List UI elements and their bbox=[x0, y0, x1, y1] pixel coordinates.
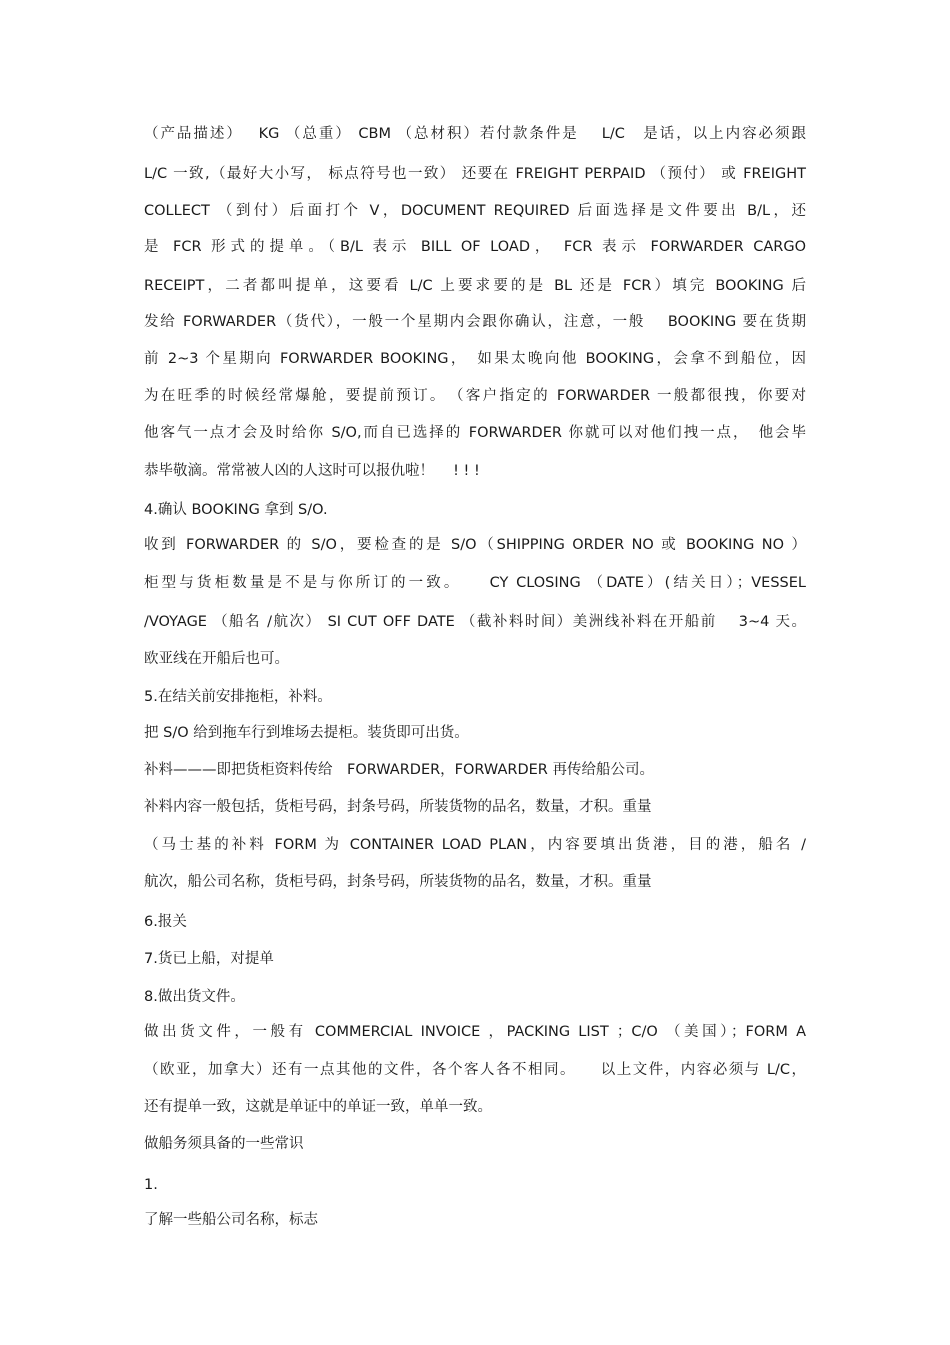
text-line: /VOYAGE （船名 /航次） SI CUT OFF DATE （截补料时间）美洲线补料在开船前 3~4 天。 bbox=[144, 614, 806, 630]
text-line: （产品描述） KG （总重） CBM （总材积）若付款条件是 L/C 是话，以上内容必须跟 bbox=[144, 126, 806, 142]
section-heading: 6.报关 bbox=[144, 914, 187, 930]
text-line: 柜型与货柜数量是不是与你所订的一致。 CY CLOSING （DATE）(结关日）；VESSEL bbox=[144, 575, 806, 591]
text-line: 补料———即把货柜资料传给 FORWARDER，FORWARDER 再传给船公司。 bbox=[144, 762, 654, 778]
text-line: 航次，船公司名称，货柜号码，封条号码，所装货物的品名，数量，才积。重量 bbox=[144, 874, 652, 890]
text-line: 恭毕敬滴。常常被人凶的人这时可以报仇啦！ ! ! ! bbox=[144, 463, 480, 479]
text-line: 了解一些船公司名称，标志 bbox=[144, 1212, 318, 1228]
text-line: 补料内容一般包括，货柜号码，封条号码，所装货物的品名，数量，才积。重量 bbox=[144, 799, 652, 815]
text-line: 把 S/O 给到拖车行到堆场去提柜。装货即可出货。 bbox=[144, 725, 469, 741]
text-line: RECEIPT，二者都叫提单，这要看 L/C 上要求要的是 BL 还是 FCR）填完 BOOKING 后 bbox=[144, 278, 806, 294]
text-line: （马士基的补料 FORM 为 CONTAINER LOAD PLAN，内容要填出货港，目的港，船名 / bbox=[144, 837, 806, 853]
text-line: 做出货文件，一般有 COMMERCIAL INVOICE ，PACKING LIST ；C/O （美国）；FORM A bbox=[144, 1024, 806, 1040]
text-line: 收到 FORWARDER 的 S/O，要检查的是 S/O（SHIPPING ORDER NO 或 BOOKING NO ） bbox=[144, 537, 806, 553]
text-line: 欧亚线在开船后也可。 bbox=[144, 651, 289, 667]
section-heading: 8.做出货文件。 bbox=[144, 989, 245, 1005]
text-line: 是 FCR 形式的提单。（B/L 表示 BILL OF LOAD， FCR 表示 FORWARDER CARGO bbox=[144, 239, 806, 255]
section-heading: 7.货已上船，对提单 bbox=[144, 951, 274, 967]
section-heading: 4.确认 BOOKING 拿到 S/O. bbox=[144, 502, 328, 518]
text-line: （欧亚，加拿大）还有一点其他的文件，各个客人各不相同。 以上文件，内容必须与 L/C， bbox=[144, 1062, 806, 1078]
text-line: COLLECT （到付）后面打个 V，DOCUMENT REQUIRED 后面选择是文件要出 B/L，还 bbox=[144, 203, 806, 219]
text-line: 还有提单一致，这就是单证中的单证一致，单单一致。 bbox=[144, 1099, 492, 1115]
text-line: 前 2~3 个星期向 FORWARDER BOOKING， 如果太晚向他 BOOKING，会拿不到船位，因 bbox=[144, 351, 806, 367]
text-line: 他客气一点才会及时给你 S/O,而自已选择的 FORWARDER 你就可以对他们拽一点， 他会毕 bbox=[144, 425, 806, 441]
text-line: 为在旺季的时候经常爆舱，要提前预订。 （客户指定的 FORWARDER 一般都很拽，你要对 bbox=[144, 388, 806, 404]
text-line: 发给 FORWARDER（货代），一般一个星期内会跟你确认，注意，一般 BOOKING 要在货期 bbox=[144, 314, 806, 330]
text-line: L/C 一致,（最好大小写， 标点符号也一致） 还要在 FREIGHT PERPAID （预付） 或 FREIGHT bbox=[144, 166, 806, 182]
list-number: 1. bbox=[144, 1177, 158, 1193]
section-heading: 5.在结关前安排拖柜，补料。 bbox=[144, 689, 332, 705]
section-heading: 做船务须具备的一些常识 bbox=[144, 1136, 304, 1152]
